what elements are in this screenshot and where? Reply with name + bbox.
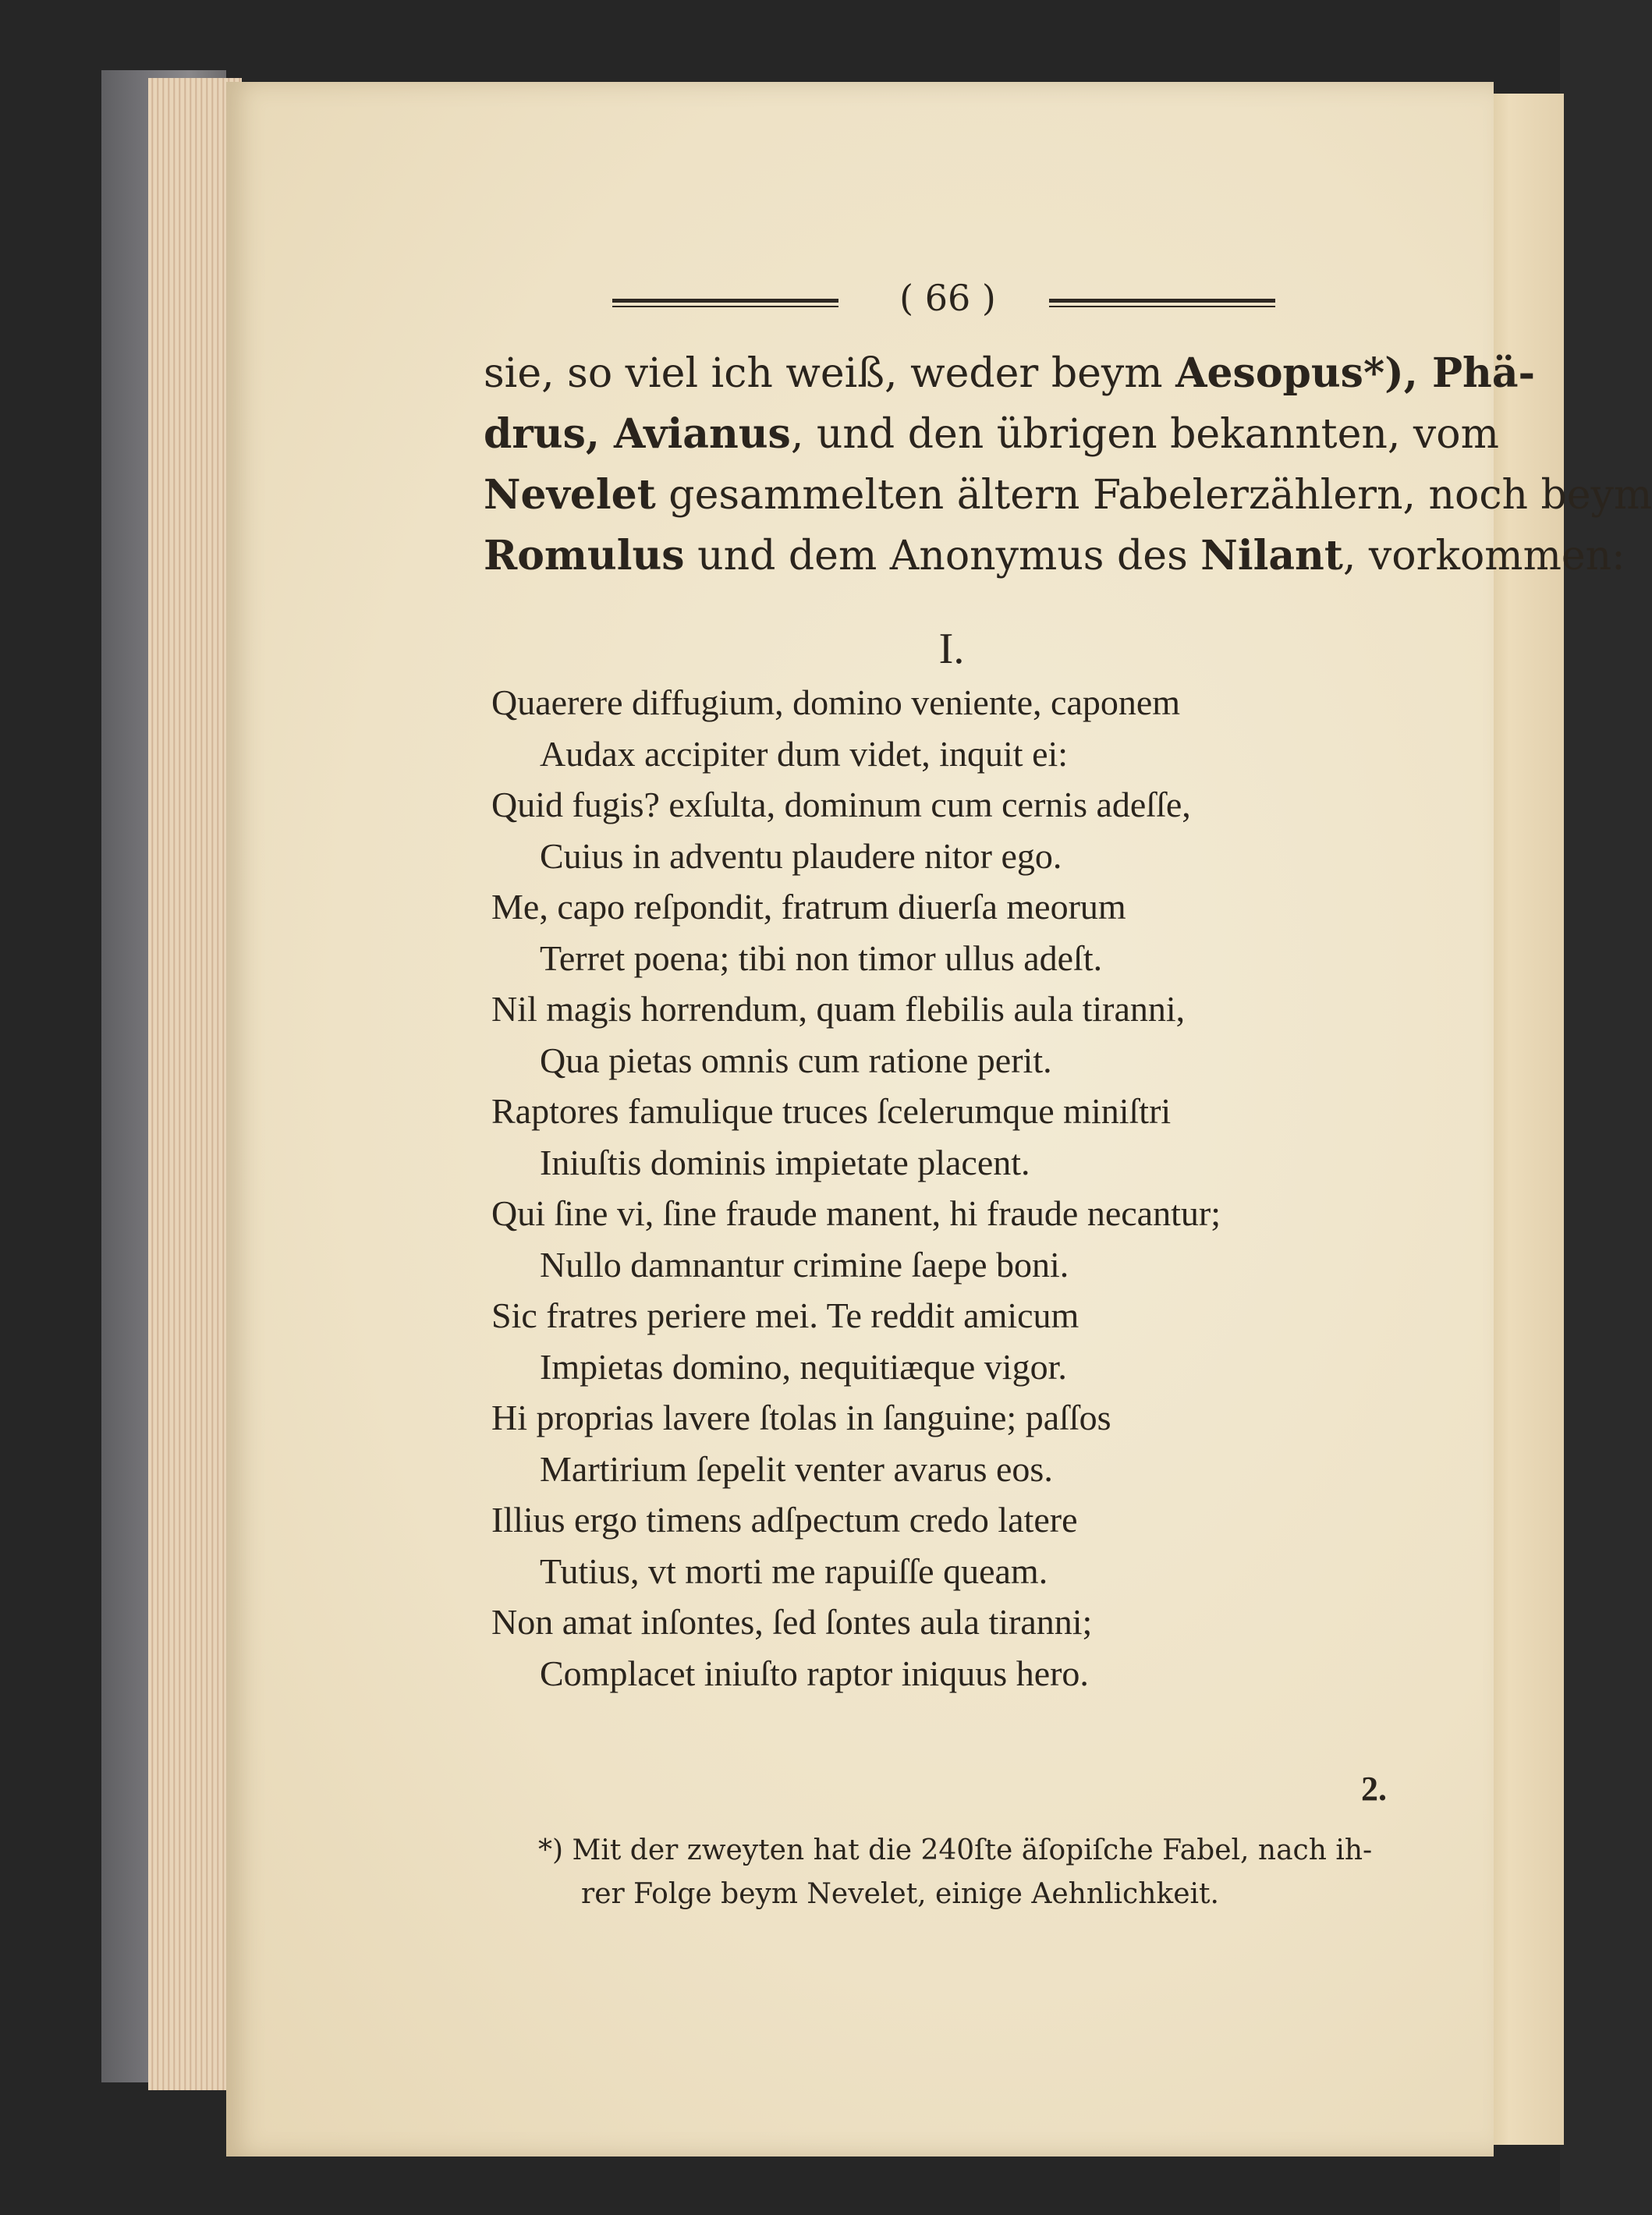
verse-line: Martirium ſepelit venter avarus eos. [540, 1448, 1053, 1489]
intro-text: und dem Anonymus des [684, 533, 1201, 579]
intro-line-3 [484, 465, 1652, 526]
header-rule-right [1049, 299, 1275, 303]
next-page-edge [1486, 94, 1564, 2145]
intro-name: Romulus [484, 532, 685, 579]
verse-line: Impietas domino, nequitiæque vigor. [540, 1346, 1067, 1387]
verse-line: Audax accipiter dum videt, inquit ei: [540, 733, 1069, 774]
catchword: 2. [1361, 1770, 1387, 1808]
intro-line-2 [484, 404, 1499, 465]
verse-line: Raptores famulique truces ſcelerumque miniſtri [491, 1091, 1172, 1131]
intro-name: Aesopus*), Phä- [1175, 349, 1536, 397]
verse-line: Quid fugis? exſulta, dominum cum cernis adeſſe, [491, 785, 1191, 824]
page-number: ( 66 ) [899, 277, 996, 319]
intro-line-1 [484, 343, 1536, 404]
verse-line: Sic fratres periere mei. Te reddit amicum [491, 1295, 1079, 1335]
intro-paragraph [484, 343, 1652, 587]
verse-line: Me, capo reſpondit, fratrum diuerſa meorum [491, 887, 1126, 927]
intro-text: , vorkommen: [1342, 533, 1625, 579]
verse-line: Illius ergo timens adſpectum credo latere [491, 1500, 1078, 1540]
page-header [374, 277, 1248, 324]
verse-line: Qua pietas omnis cum ratione perit. [540, 1040, 1052, 1080]
verse-line: Complacet iniuſto raptor iniquus hero. [540, 1653, 1089, 1693]
verse-line: Cuius in adventu plaudere nitor ego. [540, 835, 1062, 876]
intro-name: drus, Avianus [484, 410, 791, 458]
fable-number: I. [938, 625, 965, 673]
verse-line: Nullo damnantur crimine ſaepe boni. [540, 1244, 1069, 1285]
intro-name: Nilant [1200, 532, 1343, 579]
verse-line: Iniuſtis dominis impietate placent. [540, 1142, 1030, 1182]
verse-line: Hi proprias lavere ſtolas in ſanguine; paſſos [491, 1398, 1111, 1437]
header-rule-left [612, 299, 838, 303]
intro-line-4 [484, 526, 1625, 587]
verse-line: Terret poena; tibi non timor ullus adeſt. [540, 937, 1103, 978]
footnote [538, 1829, 1420, 1916]
intro-text: , und den übrigen bekannten, vom [790, 411, 1499, 458]
verse-line: Qui ſine vi, ſine fraude manent, hi fraude necantur; [491, 1193, 1221, 1233]
verse-line: Quaerere diffugium, domino veniente, caponem [491, 682, 1181, 722]
intro-text: sie, so viel ich weiß, weder beym [484, 350, 1176, 397]
intro-name: Nevelet [484, 471, 656, 519]
footnote-line: rer Folge beym Nevelet, einige Aehnlichkeit. [581, 1878, 1219, 1910]
intro-text: gesammelten ältern Fabelerzählern, noch beym [655, 472, 1652, 519]
verse-line: Tutius, vt morti me rapuiſſe queam. [540, 1550, 1048, 1591]
fable-poem [491, 677, 1427, 1699]
verse-line: Non amat inſontes, ſed ſontes aula tiranni; [491, 1602, 1093, 1642]
footnote-line: *) Mit der zweyten hat die 240ſte äſopiſche Fabel, nach ih- [538, 1834, 1373, 1866]
verse-line: Nil magis horrendum, quam flebilis aula tiranni, [491, 989, 1186, 1029]
